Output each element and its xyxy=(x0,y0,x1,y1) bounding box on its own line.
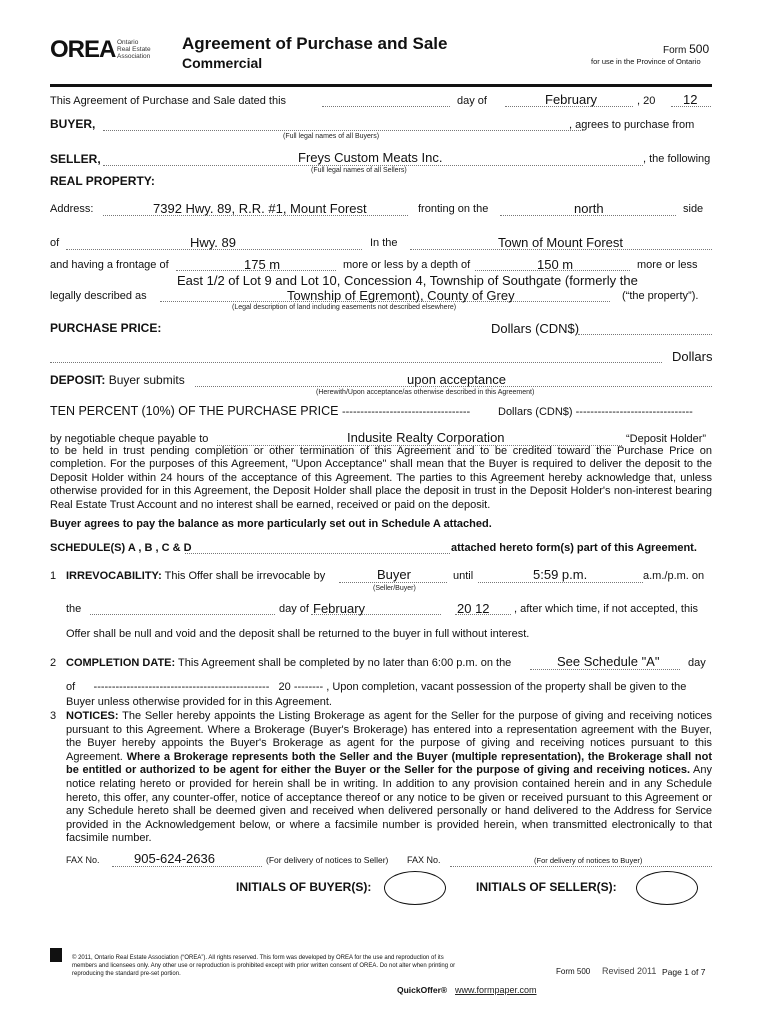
agreement-year[interactable]: 12 xyxy=(683,92,698,107)
completion-number: 2 xyxy=(50,657,57,669)
depth-value[interactable]: 150 m xyxy=(537,257,574,272)
of-value[interactable]: Hwy. 89 xyxy=(190,235,236,250)
footer-form: Form 500 xyxy=(556,967,591,976)
deposit-timing-note: (Herewith/Upon acceptance/as otherwise described in this Agreement) xyxy=(316,389,535,396)
irrevocable-by-value[interactable]: Buyer xyxy=(377,567,411,582)
day-of-label: day of xyxy=(457,95,487,107)
completion-text: COMPLETION DATE: This Agreement shall be completed by no later than 6:00 p.m. on the xyxy=(66,657,512,669)
fax-buyer-label: FAX No. xyxy=(407,855,441,865)
irrevocable-month-value[interactable]: February xyxy=(313,601,366,616)
initials-seller-oval[interactable] xyxy=(636,871,698,905)
year-prefix: , 20 xyxy=(637,95,656,107)
irrevocable-after: , after which time, if not accepted, this xyxy=(514,603,699,615)
the-property-label: (“the property”). xyxy=(622,290,699,302)
in-value[interactable]: Town of Mount Forest xyxy=(498,235,623,250)
fronting-label: fronting on the xyxy=(418,203,489,215)
seller-value[interactable]: Freys Custom Meats Inc. xyxy=(298,150,443,165)
frontage-label: and having a frontage of xyxy=(50,259,169,271)
address-value[interactable]: 7392 Hwy. 89, R.R. #1, Mount Forest xyxy=(153,201,367,216)
ampm-label: a.m./p.m. on xyxy=(643,570,705,582)
irrevocability-text: IRREVOCABILITY: This Offer shall be irrevocable by xyxy=(66,570,326,582)
footer-page: Page 1 of 7 xyxy=(662,967,706,977)
notices-paragraph: NOTICES: The Seller hereby appoints the Listing Brokerage as agent for the Seller for the purpose of giving and receiving notices pursuant to this Agreement. Where a Brokerage (Buyer's Brokerage) has entered into a representation agreement with the Buyer, the Buyer hereby appoints the Buyer's Brokerage as agent for the purpose of giving and receiving notices pursuant to this Agreement. Where a Brokerage represents both the Seller and the Buyer (multiple representation), the Brokerage shall not be entitled or authorized to be agent for either the Buyer or the Seller for the purpose of giving and receiving notices. Any notice relating hereto or provided for herein shall be in writing. In addition to any provision contained herein and in any Schedule hereto, this offer, any counter-offer, notice of acceptance thereof or any notice to be given or received pursuant to this Agreement or any Schedule hereto shall be deemed given and received when delivered personally or hand delivered to the Address for Service provided in the Acknowledgement below, or where a facsimile number is provided herein, when transmitted electronically to that facsimile number. xyxy=(66,710,713,845)
seller-note: (Full legal names of all Sellers) xyxy=(311,167,407,174)
initials-buyer-oval[interactable] xyxy=(384,871,446,905)
completion-day-label: day xyxy=(688,657,706,669)
orea-association: Ontario Real Estate Association xyxy=(117,39,151,60)
form-subtitle: Commercial xyxy=(182,55,263,71)
deposit-label: DEPOSIT: Buyer submits xyxy=(50,373,185,387)
frontage-value[interactable]: 175 m xyxy=(244,257,281,272)
until-label: until xyxy=(453,570,474,582)
legal-line-2[interactable]: Township of Egremont), County of Grey xyxy=(287,288,515,303)
initials-buyer-label: INITIALS OF BUYER(S): xyxy=(236,880,372,894)
buyer-trail: , agrees to purchase from xyxy=(569,119,695,131)
fax-seller-value[interactable]: 905-624-2636 xyxy=(134,851,215,866)
deposit-cdn: Dollars (CDN$) -------------------------------- xyxy=(498,406,693,418)
buyer-note: (Full legal names of all Buyers) xyxy=(283,133,380,140)
schedules-trail: attached hereto form(s) part of this Agreement. xyxy=(451,542,697,554)
schedules-label[interactable]: SCHEDULE(S) A , B , C & D xyxy=(50,542,192,554)
irrevocable-year-value[interactable]: 20 12 xyxy=(457,601,490,616)
irrevocability-number: 1 xyxy=(50,570,57,582)
irrevocable-time-value[interactable]: 5:59 p.m. xyxy=(533,567,588,582)
seller-trail: , the following xyxy=(643,153,711,165)
real-property-label: REAL PROPERTY: xyxy=(50,174,155,188)
footer-revised: Revised 2011 xyxy=(602,966,657,976)
deposit-holder-label: “Deposit Holder” xyxy=(626,433,707,445)
irrevocable-void: Offer shall be null and void and the deposit shall be returned to the buyer in full without interest. xyxy=(66,628,530,640)
dollars-cdn-label: Dollars (CDN$) xyxy=(491,321,580,336)
address-label: Address: xyxy=(50,203,94,215)
cheque-label: by negotiable cheque payable to xyxy=(50,433,209,445)
header-rule xyxy=(50,84,712,87)
form-number: Form 500 xyxy=(663,42,710,56)
orea-logo: OREA xyxy=(50,36,116,63)
more-or-less-label: more or less xyxy=(637,259,698,271)
irrevocable-by-note: (Seller/Buyer) xyxy=(373,585,416,592)
side-label: side xyxy=(683,203,704,215)
completion-date-value[interactable]: See Schedule "A" xyxy=(557,654,660,669)
deposit-timing-value[interactable]: upon acceptance xyxy=(407,372,507,387)
purchase-price-label: PURCHASE PRICE: xyxy=(50,321,162,335)
dated-text: This Agreement of Purchase and Sale dated this xyxy=(50,95,287,107)
fax-seller-label: FAX No. xyxy=(66,855,100,865)
the-label: the xyxy=(66,603,82,615)
in-label: In the xyxy=(370,237,398,249)
legal-label: legally described as xyxy=(50,290,147,302)
fronting-value[interactable]: north xyxy=(574,201,604,216)
completion-line-2: Buyer unless otherwise provided for in this Agreement. xyxy=(66,696,332,708)
footer-copyright: © 2011, Ontario Real Estate Association (“OREA”). All rights reserved. This form was developed by OREA for the use and reproduction of its members and licensees only. Any other use or reproduction is prohibited except with prior written consent of OREA. Do not alter when printing or reproducing the standard pre-set portion. xyxy=(72,955,456,977)
province-note: for use in the Province of Ontario xyxy=(591,57,701,66)
deposit-holder-value[interactable]: Indusite Realty Corporation xyxy=(347,430,505,445)
agreement-month[interactable]: February xyxy=(545,92,598,107)
balance-text: Buyer agrees to pay the balance as more particularly set out in Schedule A attached. xyxy=(50,518,492,530)
fax-buyer-note: (For delivery of notices to Buyer) xyxy=(534,856,643,865)
notices-number: 3 xyxy=(50,710,57,722)
of-label: of xyxy=(50,237,60,249)
form-title: Agreement of Purchase and Sale xyxy=(182,34,448,53)
legal-note: (Legal description of land including easements not described elsewhere) xyxy=(232,304,457,311)
dollars-label: Dollars xyxy=(672,349,713,364)
legal-line-1[interactable]: East 1/2 of Lot 9 and Lot 10, Concession 4, Township of Southgate (formerly the xyxy=(177,273,638,288)
seller-label: SELLER, xyxy=(50,152,101,166)
fax-seller-note: (For delivery of notices to Seller) xyxy=(266,855,389,865)
deposit-paragraph: to be held in trust pending completion or other termination of this Agreement and to be credited toward the Purchase Price on completion. For the purposes of this Agreement, "Upon Acceptance" shall mean that the Buyer is required to deliver the deposit to the Deposit Holder within 24 hours of the acceptance of this Agreement. The parties to this Agreement hereby acknowledge that, unless otherwise provided for in this Agreement, the Deposit Holder shall place the deposit in trust in the Deposit Holder's non-interest bearing Real Estate Trust Account and no interest shall be earned, received or paid on the deposit. xyxy=(50,445,712,511)
buyer-label: BUYER, xyxy=(50,117,96,131)
completion-of-line: of ------------------------------------------------ 20 -------- , Upon completion, vacant possession of the property shall be given to the xyxy=(66,681,687,693)
footer-url[interactable]: www.formpaper.com xyxy=(455,985,537,995)
irrevocable-day-of: day of xyxy=(279,603,309,615)
initials-seller-label: INITIALS OF SELLER(S): xyxy=(476,880,617,894)
footer-brand: QuickOffer® xyxy=(397,985,448,995)
deposit-amount-text[interactable]: TEN PERCENT (10%) OF THE PURCHASE PRICE ----------------------------------- xyxy=(50,404,471,418)
orea-footer-icon xyxy=(50,948,62,962)
depth-label: more or less by a depth of xyxy=(343,259,471,271)
